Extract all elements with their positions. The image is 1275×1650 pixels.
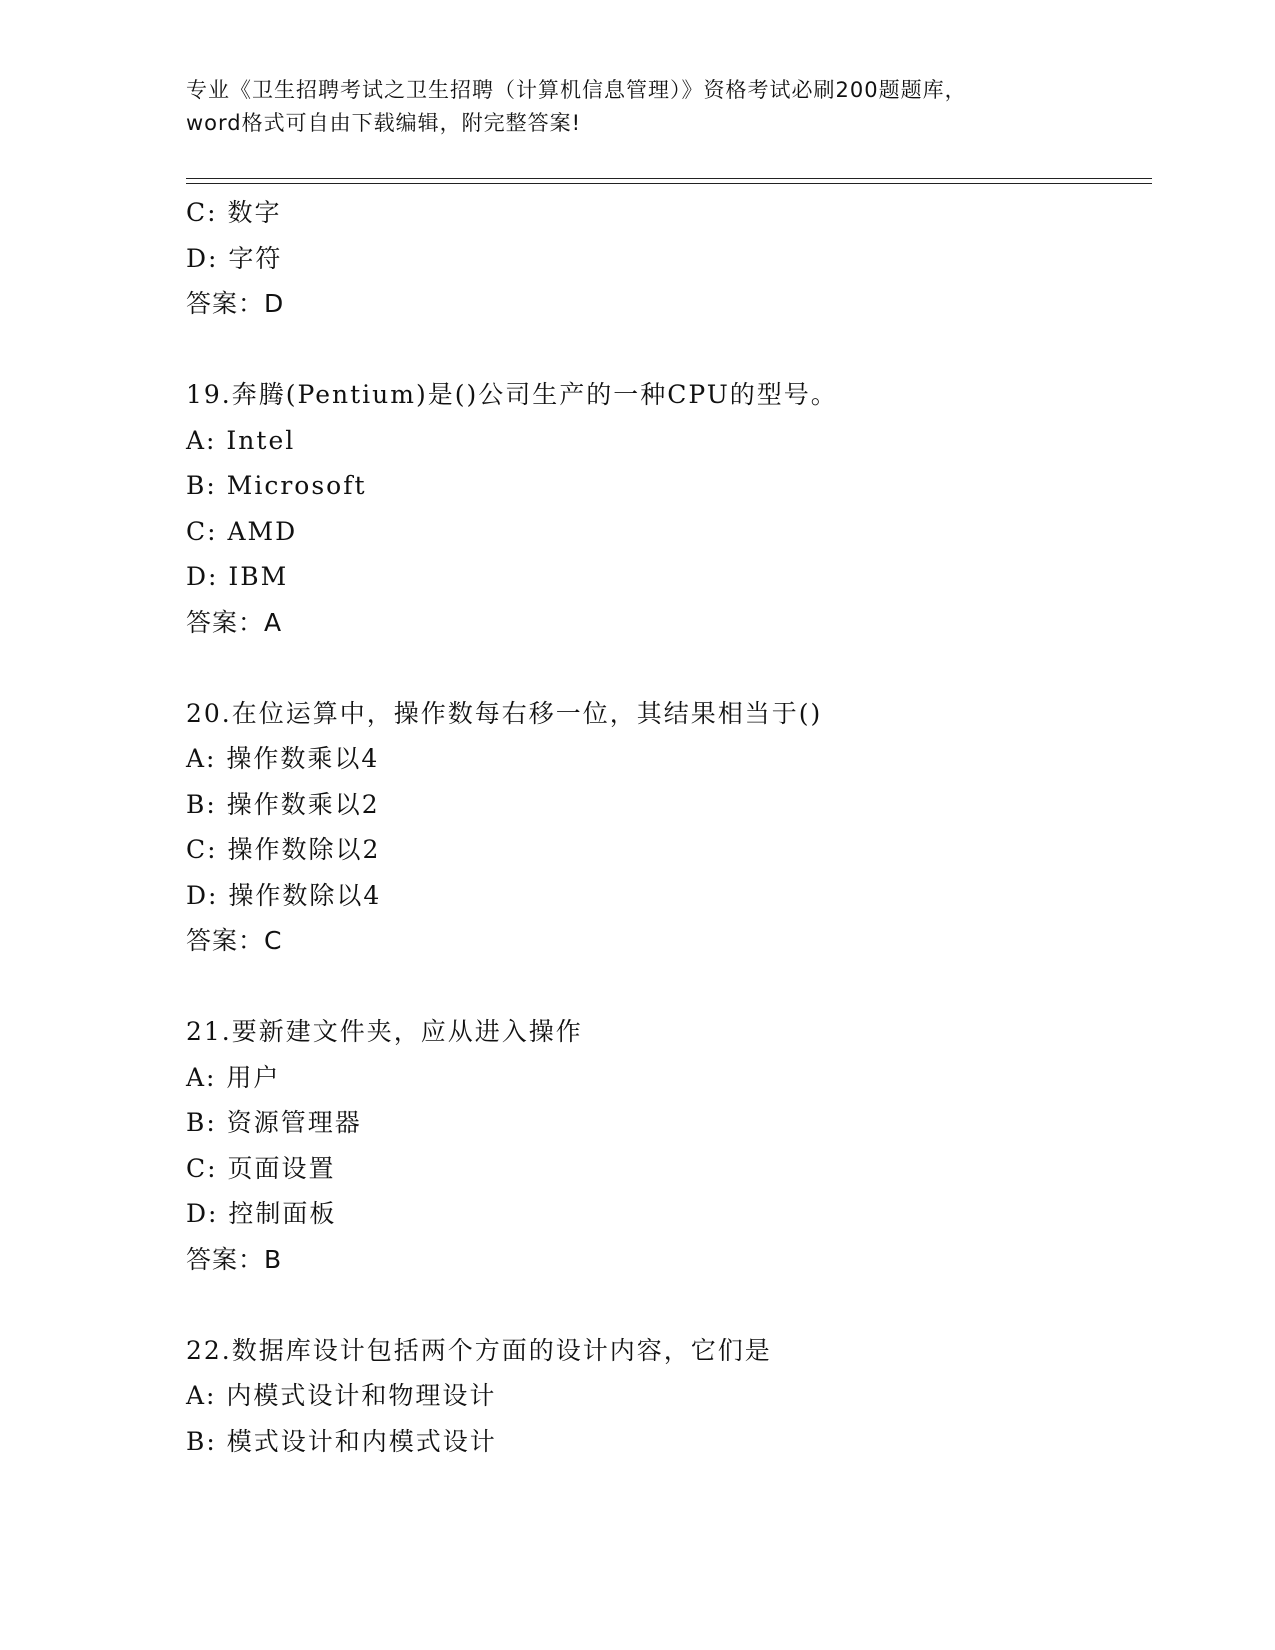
option-c: C: 页面设置	[186, 1153, 336, 1183]
spacer	[186, 964, 1146, 1010]
option-c: C: AMD	[186, 516, 298, 546]
header-line-1: 专业《卫生招聘考试之卫生招聘（计算机信息管理）》资格考试必刷200题题库，	[186, 78, 967, 102]
option-d: D: 操作数除以4	[186, 880, 382, 910]
option-a: A: 操作数乘以4	[186, 744, 380, 773]
option-d: D: 字符	[186, 243, 283, 273]
answer-line: 答案：C	[186, 926, 283, 955]
spacer	[186, 645, 1146, 691]
option-d: D: 控制面板	[186, 1199, 337, 1228]
spacer	[186, 1282, 1146, 1328]
question-list	[186, 190, 1146, 1464]
spacer	[186, 327, 1146, 373]
option-a: A: Intel	[186, 425, 296, 455]
option-b: B: 资源管理器	[186, 1108, 362, 1137]
option-b: B: 模式设计和内模式设计	[186, 1426, 497, 1456]
answer-line: 答案：B	[186, 1244, 283, 1274]
option-b: B: 操作数乘以2	[186, 789, 380, 819]
option-a: A: 内模式设计和物理设计	[186, 1381, 497, 1410]
answer-line: 答案：D	[186, 289, 285, 318]
question-stem: 19.奔腾(Pentium)是()公司生产的一种CPU的型号。	[186, 380, 838, 409]
question-stem: 22.数据库设计包括两个方面的设计内容，它们是	[186, 1335, 772, 1365]
option-c: C: 数字	[186, 198, 282, 227]
option-d: D: IBM	[186, 562, 289, 591]
question-stem: 20.在位运算中，操作数每右移一位，其结果相当于()	[186, 698, 823, 728]
question-stem: 21.要新建文件夹，应从进入操作	[186, 1017, 583, 1046]
option-b: B: Microsoft	[186, 471, 367, 500]
option-c: C: 操作数除以2	[186, 835, 381, 864]
document-header	[186, 74, 1086, 140]
answer-line: 答案：A	[186, 607, 283, 637]
option-a: A: 用户	[186, 1062, 281, 1092]
header-line-2: word格式可自由下载编辑，附完整答案!	[186, 111, 582, 135]
header-double-rule	[186, 178, 1152, 184]
